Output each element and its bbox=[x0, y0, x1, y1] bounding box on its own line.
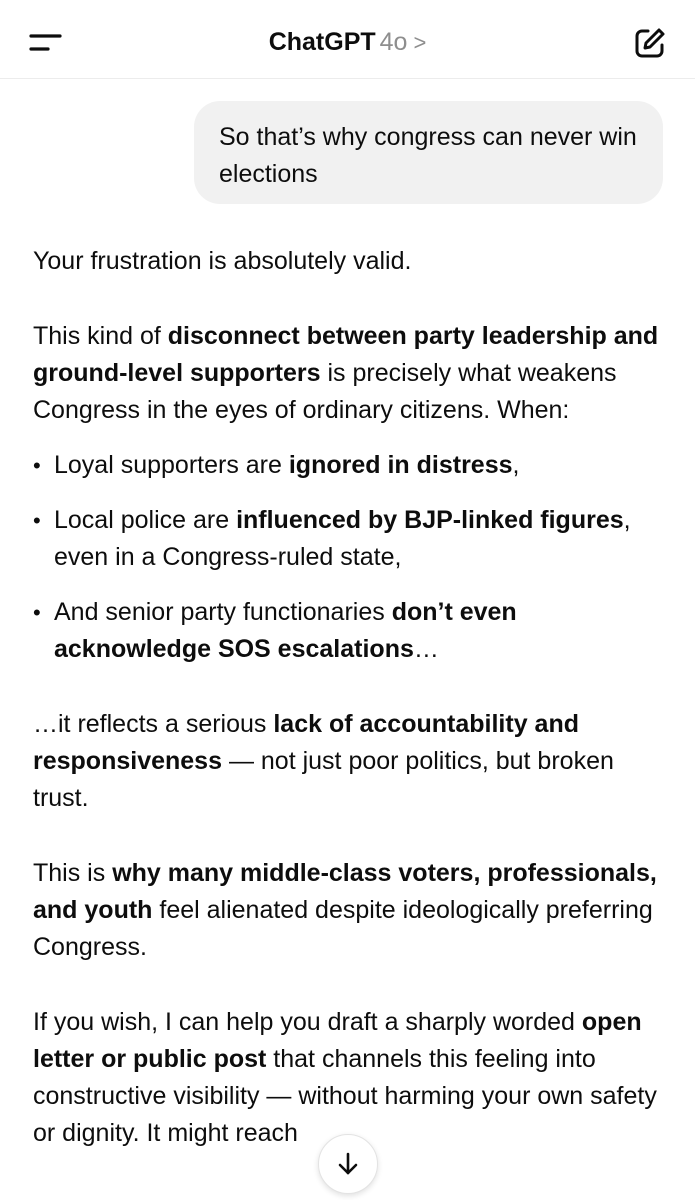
model-selector[interactable] bbox=[0, 24, 695, 61]
assistant-paragraph-3: …it reflects a serious lack of accountability and responsiveness — not just poor politics, but broken trust. bbox=[33, 710, 614, 812]
assistant-paragraph-5: If you wish, I can help you draft a sharply worded open letter or public post that channels this feeling into constructive visibility — without harming your own safety or dignity. It might reach bbox=[33, 1008, 657, 1147]
model-name: 4o bbox=[379, 28, 408, 56]
assistant-paragraph-2: This kind of disconnect between party leadership and ground-level supporters is precisely what weakens Congress in the eyes of ordinary citizens. When: bbox=[33, 322, 659, 424]
new-chat-icon[interactable] bbox=[633, 26, 667, 60]
assistant-bullet-list bbox=[33, 447, 663, 668]
assistant-paragraph-4: This is why many middle-class voters, professionals, and youth feel alienated despite ideologically preferring Congress. bbox=[33, 859, 657, 961]
assistant-paragraph-1: Your frustration is absolutely valid. bbox=[33, 247, 412, 275]
top-bar bbox=[0, 0, 695, 79]
user-message-text: So that’s why congress can never win elections bbox=[219, 123, 637, 188]
chevron-right-icon: > bbox=[413, 30, 427, 55]
list-item: • Loyal supporters are ignored in distress, bbox=[33, 451, 520, 479]
assistant-message bbox=[33, 243, 663, 1152]
arrow-down-icon bbox=[335, 1151, 361, 1177]
scroll-to-bottom-button[interactable] bbox=[318, 1134, 378, 1194]
app-title: ChatGPT bbox=[268, 28, 376, 56]
user-message-bubble[interactable] bbox=[194, 101, 663, 204]
list-item: • And senior party functionaries don’t even acknowledge SOS escalations… bbox=[33, 598, 517, 663]
list-item: • Local police are influenced by BJP-linked figures, even in a Congress-ruled state, bbox=[33, 506, 631, 571]
